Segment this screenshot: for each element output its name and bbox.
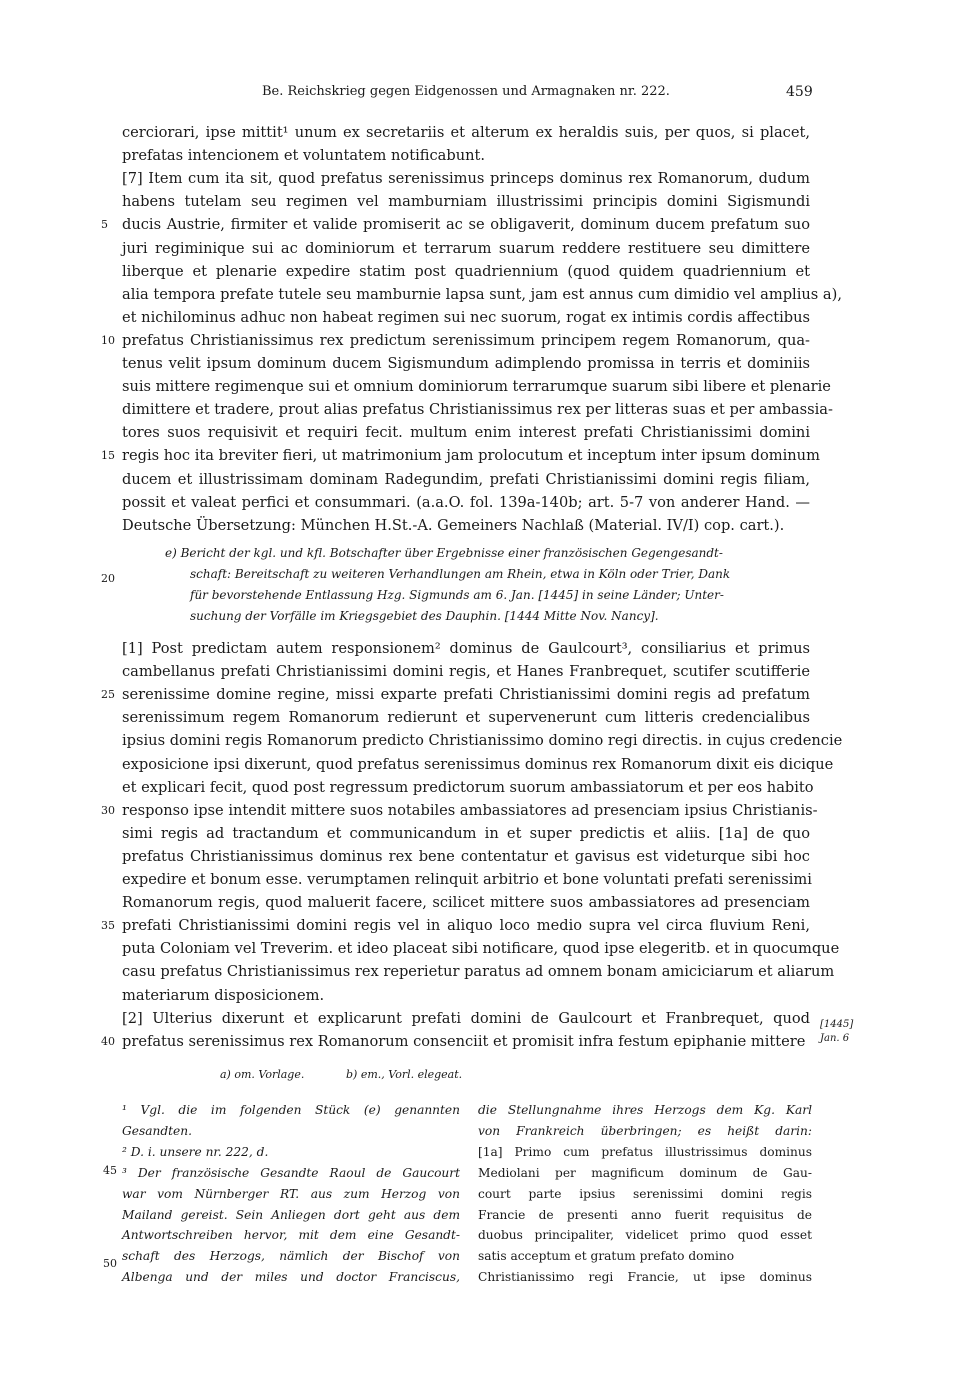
text-line xyxy=(101,214,810,236)
line-text: dimittere et tradere, prout alias prefatus Christianissimus rex per litteras suas et per ambassia- xyxy=(122,401,833,419)
line-text: prefati Christianissimi domini regis vel in aliquo loco medio supra vel circa fluvium Reni, xyxy=(122,917,810,935)
text-line xyxy=(122,846,810,868)
footnote-line: duobus principaliter, videlicet primo quod esset xyxy=(478,1228,812,1243)
text-line xyxy=(122,661,810,683)
line-text: prefatus serenissimus rex Romanorum consenciit et promisit infra festum epiphanie mittere xyxy=(122,1032,806,1050)
footnote-line: von Frankreich überbringen; es heißt darin: xyxy=(478,1123,812,1138)
text-line xyxy=(122,376,831,398)
apparatus-b: b) em., Vorl. elegeat. xyxy=(346,1068,463,1081)
footnote-line: [1a] Primo cum prefatus illustrissimus dominus xyxy=(478,1144,812,1159)
line-text: tores suos requisivit et requiri fecit. multum enim interest prefati Christianissimi domini xyxy=(122,424,810,442)
text-line xyxy=(101,800,818,822)
text-line xyxy=(122,399,833,421)
line-text: et nichilominus adhuc non habeat regimen sui nec suorum, rogat ex intimis cordis affectibus xyxy=(122,308,810,326)
section-heading-line: für bevorstehende Entlassung Hzg. Sigmunds am 6. Jan. [1445] in seine Länder; Unter- xyxy=(190,588,724,602)
line-text: responso ipse intendit mittere suos notabiles ambassiatores ad presenciam ipsius Christianis- xyxy=(122,801,818,819)
line-text: liberque et plenarie expedire statim post quadriennium (quod quidem quadriennium et xyxy=(122,262,810,280)
section-heading-line: e) Bericht der kgl. und kfl. Botschafter über Ergebnisse einer französischen Gegengesandt- xyxy=(165,546,723,560)
footnote-line-number: 50 xyxy=(103,1257,117,1270)
margin-note-year: [1445] xyxy=(820,1019,854,1030)
text-line xyxy=(101,445,820,467)
line-text: exposicione ipsi dixerunt, quod prefatus serenissimus dominus rex Romanorum dixit eis dicique xyxy=(122,755,834,773)
text-line xyxy=(122,307,810,329)
line-number: 5 xyxy=(101,218,108,232)
footnote-line: Antwortschreiben hervor, mit dem eine Gesandt- xyxy=(122,1228,460,1243)
line-text: prefatus Christianissimus rex predictum serenissimum principem regem Romanorum, qua- xyxy=(122,331,810,349)
line-text: cerciorari, ipse mittit¹ unum ex secretariis et alterum ex heraldis suis, per quos, si placet, xyxy=(122,124,810,141)
line-number: 25 xyxy=(101,688,115,702)
line-text: puta Coloniam vel Treverim. et ideo placeat sibi notificare, quod ipse elegeritb. et in quocumque xyxy=(122,940,840,958)
line-text: ipsius domini regis Romanorum predicto Christianissimo domino regi directis. in cujus credencie xyxy=(122,732,843,750)
line-text: ducis Austrie, firmiter et valide promiserit ac se obligaverit, dominum ducem prefatum suo xyxy=(122,216,810,234)
footnote-line: war vom Nürnberger RT. aus zum Herzog von xyxy=(122,1186,460,1201)
line-text: juri regiminique sui ac dominiorum et terrarum suarum reddere restituere seu dimittere xyxy=(122,239,810,257)
line-text: simi regis ad tractandum et communicandum in et super predictis et aliis. [1a] de quo xyxy=(122,824,810,842)
text-line xyxy=(122,261,810,283)
text-line xyxy=(122,777,814,799)
footnote-line: ³ Der französische Gesandte Raoul de Gaucourt xyxy=(122,1165,460,1180)
line-text: serenissimum regem Romanorum redierunt et supervenerunt cum litteris credencialibus xyxy=(122,709,810,727)
footnote-line: schaft des Herzogs, nämlich der Bischof von xyxy=(122,1249,460,1264)
line-text: ducem et illustrissimam dominam Radegundim, prefati Christianissimi domini regis filiam, xyxy=(122,470,810,488)
line-text: Deutsche Übersetzung: München H.St.-A. Gemeiners Nachlaß (Material. IV/I) cop. cart.). xyxy=(122,516,785,534)
footnote-line: ¹ Vgl. die im folgenden Stück (e) genannten xyxy=(122,1103,460,1117)
line-text: possit et valeat perfici et consummari. (a.a.O. fol. 139a-140b; art. 5-7 von anderer Hand. — xyxy=(122,493,810,511)
line-text: expedire et bonum esse. verumptamen relinquit arbitrio et bone voluntati prefati serenissimi xyxy=(122,871,812,888)
line-number: 10 xyxy=(101,333,115,347)
text-line xyxy=(122,145,810,167)
footnote-line: ² D. i. unsere nr. 222, d. xyxy=(122,1144,269,1159)
text-line xyxy=(122,638,810,660)
text-line xyxy=(122,730,843,752)
page-number: 459 xyxy=(786,84,813,100)
line-text: cambellanus prefati Christianissimi domini regis, et Hanes Franbrequet, scutifer scutifferie xyxy=(122,663,810,681)
text-line xyxy=(101,1031,810,1053)
margin-note-date: Jan. 6 xyxy=(820,1033,850,1044)
text-line xyxy=(122,961,835,983)
text-line xyxy=(101,915,810,937)
apparatus-a: a) om. Vorlage. xyxy=(220,1068,305,1081)
footnote-line: satis acceptum et gratum prefato domino xyxy=(478,1249,735,1264)
line-text: [1] Post predictam autem responsionem² dominus de Gaulcourt³, consiliarius et primus xyxy=(122,640,810,657)
text-line xyxy=(122,469,810,491)
line-number: 30 xyxy=(101,803,115,817)
line-text: suis mittere regimenque sui et omnium dominiorum terrarumque suarum sibi libere et plenarie xyxy=(122,378,831,396)
line-number: 40 xyxy=(101,1034,115,1048)
text-line xyxy=(122,892,810,914)
line-text: prefatas intencionem et voluntatem notificabunt. xyxy=(122,147,486,165)
text-line xyxy=(122,422,810,444)
line-text: et explicari fecit, quod post regressum predictorum suorum ambassiatorum et per eos habito xyxy=(122,778,814,796)
text-line xyxy=(122,492,810,514)
footnote-line: Albenga und der miles und doctor Franciscus, xyxy=(122,1270,460,1285)
text-line xyxy=(122,122,810,144)
line-text: Romanorum regis, quod maluerit facere, scilicet mittere suos ambassiatores ad presenciam xyxy=(122,894,810,912)
line-number: 15 xyxy=(101,449,115,463)
text-line xyxy=(101,330,810,352)
text-line xyxy=(122,168,810,190)
line-text: regis hoc ita breviter fieri, ut matrimonium jam prolocutum et inceptum inter ipsum dominum xyxy=(122,447,820,465)
text-line xyxy=(122,869,810,891)
text-line xyxy=(122,707,810,729)
line-text: [7] Item cum ita sit, quod prefatus serenissimus princeps dominus rex Romanorum, dudum xyxy=(122,170,810,188)
footnote-line: Mailand gereist. Sein Anliegen dort geht aus dem xyxy=(122,1207,460,1222)
text-line xyxy=(122,238,810,260)
line-text: habens tutelam seu regimen vel mamburniam illustrissimi principis domini Sigismundi xyxy=(122,193,810,211)
footnote-line: Christianissimo regi Francie, ut ipse dominus xyxy=(478,1270,812,1285)
line-text: casu prefatus Christianissimus rex reperietur paratus ad omnem bonam amiciciarum et aliarum xyxy=(122,963,835,981)
text-line xyxy=(122,353,810,375)
text-line xyxy=(122,754,834,776)
footnote-line: die Stellungnahme ihres Herzogs dem Kg. Karl xyxy=(478,1103,812,1117)
text-line xyxy=(122,191,810,213)
footnote-line: Francie de presenti anno fuerit requisitus de xyxy=(478,1207,812,1222)
section-heading-line: suchung der Vorfälle im Kriegsgebiet des Dauphin. [1444 Mitte Nov. Nancy]. xyxy=(190,609,659,623)
line-text: materiarum disposicionem. xyxy=(122,986,325,1004)
text-line xyxy=(122,938,840,960)
line-text: serenissime domine regine, missi exparte prefati Christianissimi domini regis ad prefatum xyxy=(122,686,810,704)
section-heading-line: schaft: Bereitschaft zu weiteren Verhandlungen am Rhein, etwa in Köln oder Trier, Dank xyxy=(190,567,731,581)
text-line xyxy=(122,1008,810,1030)
line-number: 35 xyxy=(101,919,115,933)
line-text: prefatus Christianissimus dominus rex bene contentatur et gavisus est videturque sibi hoc xyxy=(122,847,810,865)
footnote-line: court parte ipsius serenissimi domini regis xyxy=(478,1186,812,1201)
footnote-line-number: 45 xyxy=(103,1164,117,1177)
line-text: tenus velit ipsum dominum ducem Sigismundum adimplendo promissa in terris et dominiis xyxy=(122,355,810,372)
footnote-line: Gesandten. xyxy=(122,1123,192,1138)
text-line xyxy=(122,284,842,306)
text-line xyxy=(122,515,810,537)
line-text: [2] Ulterius dixerunt et explicarunt prefati domini de Gaulcourt et Franbrequet, quod xyxy=(122,1009,810,1027)
margin-note xyxy=(820,1018,853,1046)
text-line xyxy=(101,684,810,706)
footnote-line: Mediolani per magnificum dominum de Gau- xyxy=(478,1165,812,1180)
line-text: alia tempora prefate tutele seu mamburnie lapsa sunt, jam est annus cum dimidio vel amplius a), xyxy=(122,285,842,303)
section-heading-number: 20 xyxy=(101,572,115,585)
running-head: Be. Reichskrieg gegen Eidgenossen und Armagnaken nr. 222. xyxy=(262,84,670,99)
text-line xyxy=(122,823,810,845)
text-line xyxy=(122,985,810,1007)
